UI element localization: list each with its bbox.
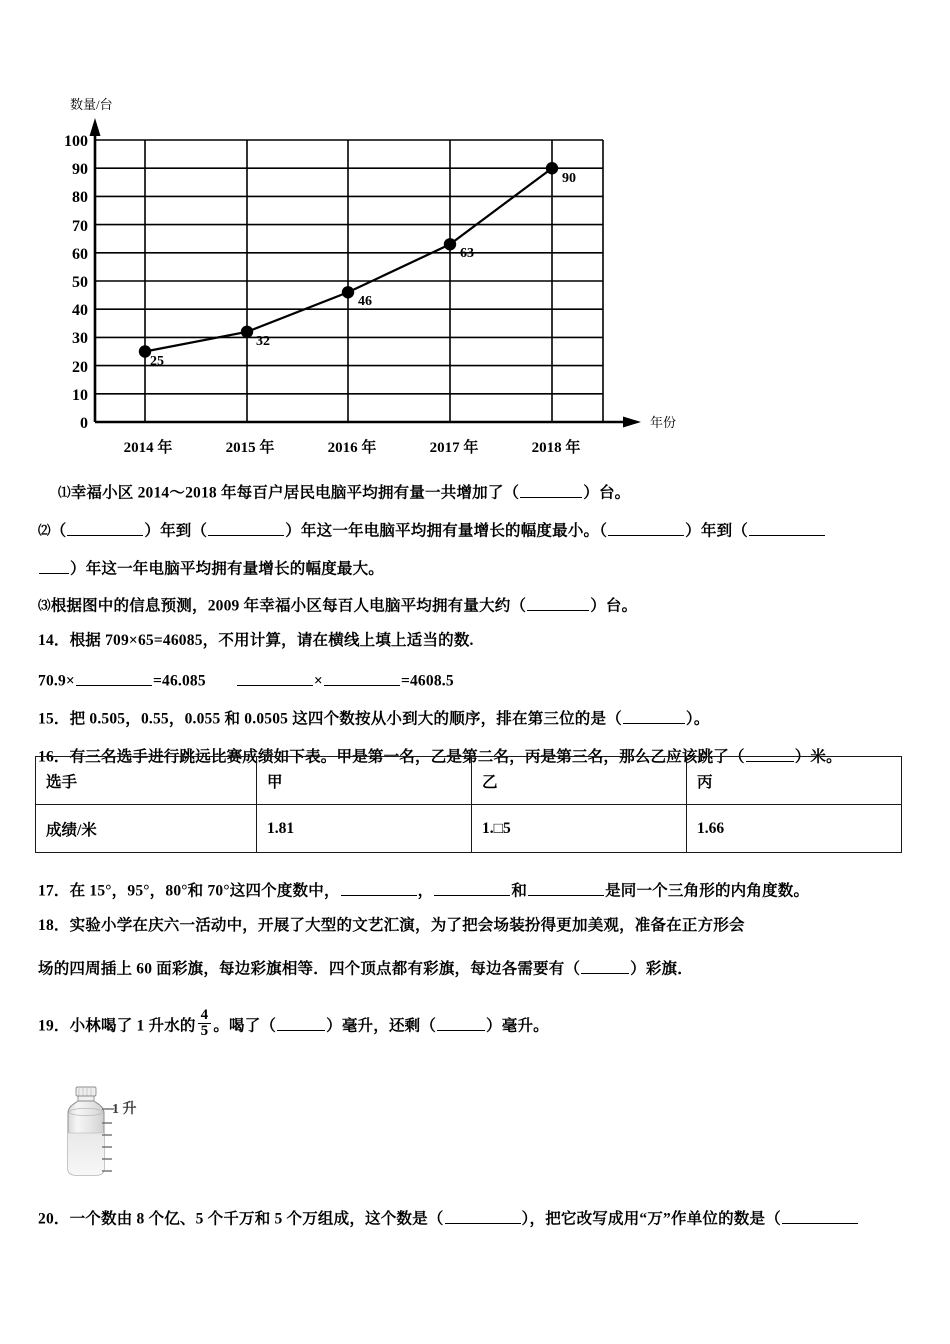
answer-blank[interactable] [76,670,152,686]
data-point-2016 [342,286,354,298]
q19-number: 19． [38,1017,70,1035]
question-15 [38,708,710,727]
x-axis-title: 年份 [650,415,677,430]
data-label-2018: 90 [562,171,576,186]
answer-blank[interactable] [434,880,510,896]
question-13-2-line2 [38,558,384,577]
q20-text-b: ），把它改写成用“万”作单位的数是（ [521,1210,781,1228]
q17-text-a: 在 15°，95°，80°和 70°这四个度数中， [69,882,340,900]
q17-text-d: 是同一个三角形的内角度数。 [605,882,810,900]
answer-blank[interactable] [623,708,685,724]
table-cell-score-label: 成绩/米 [36,805,257,853]
y-tick-40: 40 [72,302,88,319]
q13-2-text-a: （ [50,522,67,540]
q16-text-b: ）米。 [794,748,842,766]
answer-blank[interactable] [520,482,582,498]
data-point-2018 [546,162,558,174]
y-axis-title: 数量/台 [70,97,113,112]
x-tick-2015: 2015 年 [225,440,275,456]
q18-line1: 实验小学在庆六一活动中，开展了大型的文艺汇演，为了把会场装扮得更加美观，准备在正方形会 [69,917,745,934]
table-cell-player-yi: 乙 [472,757,687,805]
answer-blank[interactable] [527,595,589,611]
q13-1-text-a: 幸福小区 2014～2018 年每百户居民电脑平均拥有量一共增加了（ [70,484,520,502]
q18-line2-a: 场的四周插上 60 面彩旗，每边彩旗相等．四个顶点都有彩旗，每边各需要有（ [38,960,581,978]
q15-text-a: 把 0.505，0.55，0.055 和 0.0505 这四个数按从小到大的顺序，排在第三位的是（ [69,710,622,728]
answer-blank[interactable] [437,1015,485,1031]
fraction-denominator: 5 [200,1023,209,1040]
table-cell-score-jia: 1.81 [257,805,472,853]
q14-number: 14． [38,632,70,649]
question-14-sub [38,670,454,689]
table-cell-player-bing: 丙 [687,757,902,805]
data-label-2016: 46 [358,294,372,309]
q13-3-text-b: ）台。 [590,597,638,615]
q19-text-b: 。喝了（ [213,1017,277,1035]
q16-number: 16． [38,748,70,766]
chart-canvas [0,0,950,470]
q14-sub-d: =4608.5 [400,672,454,690]
q13-2-text-c: ）年这一年电脑平均拥有量增长的幅度最小。（ [285,522,608,540]
q16-text-a: 有三名选手进行跳远比赛成绩如下表。甲是第一名，乙是第二名，丙是第三名，那么乙应该跳了（ [69,748,745,766]
question-13-1 [58,482,630,501]
q19-text-c: ）毫升，还剩（ [326,1017,437,1035]
x-tick-2014: 2014 年 [123,440,173,456]
y-tick-20: 20 [72,359,88,376]
bottle-capacity-label: 1 升 [112,1102,137,1117]
answer-blank[interactable] [39,558,69,574]
data-point-2017 [444,238,456,250]
answer-blank[interactable] [608,520,684,536]
y-tick-50: 50 [72,274,88,291]
y-tick-80: 80 [72,189,88,206]
question-17 [38,880,809,899]
table-cell-header-label: 选手 [36,757,257,805]
bottle-neck [78,1096,94,1101]
answer-blank[interactable] [67,520,143,536]
table-cell-player-jia: 甲 [257,757,472,805]
y-tick-30: 30 [72,330,88,347]
answer-blank[interactable] [528,880,604,896]
answer-blank[interactable] [782,1208,858,1224]
line-chart-figure [0,0,950,470]
q13-2-marker: ⑵ [38,523,51,538]
question-18-line2 [38,958,693,977]
q13-2-text-d: ）年到（ [685,522,748,540]
data-label-2015: 32 [256,334,270,349]
q18-line2-b: ）彩旗． [630,960,693,978]
q13-3-text-a: 根据图中的信息预测，2009 年幸福小区每百人电脑平均拥有量大约（ [50,597,527,615]
data-point-2015 [241,326,253,338]
q17-text-c: 和 [511,882,528,900]
question-14 [38,633,474,649]
question-18-line1 [38,918,745,934]
answer-blank[interactable] [581,958,629,974]
question-19 [38,1007,549,1042]
y-tick-10: 10 [72,387,88,404]
x-tick-2018: 2018 年 [531,440,581,456]
fraction-four-fifths [198,1008,212,1040]
x-tick-2017: 2017 年 [429,440,479,456]
answer-blank[interactable] [749,520,825,536]
x-axis [95,417,641,428]
answer-blank[interactable] [445,1208,521,1224]
question-13-3 [38,595,637,614]
question-13-2-line1 [38,520,826,539]
q19-text-a: 小林喝了 1 升水的 [69,1017,196,1035]
data-label-2014: 25 [150,354,164,369]
table-cell-score-yi: 1.□5 [472,805,687,853]
jump-results-table [35,756,902,853]
q20-text-a: 一个数由 8 个亿、5 个千万和 5 个万组成，这个数是（ [69,1210,444,1228]
answer-blank[interactable] [324,670,400,686]
y-tick-60: 60 [72,246,88,263]
q17-number: 17． [38,882,70,900]
q15-number: 15． [38,710,70,728]
q13-1-text-b: ）台。 [583,484,631,502]
answer-blank[interactable] [277,1015,325,1031]
y-axis [90,118,101,422]
q14-sub-b: =46.085 [152,672,206,690]
q13-2-line2-a: ）年这一年电脑平均拥有量增长的幅度最大。 [70,560,385,578]
q14-sub-c: × [313,672,323,690]
chart-gridlines [95,140,603,422]
table-row [36,805,902,853]
x-tick-2016: 2016 年 [327,440,377,456]
y-tick-70: 70 [72,218,88,235]
answer-blank[interactable] [237,670,313,686]
fraction-numerator: 4 [198,1008,212,1024]
question-20 [38,1208,859,1227]
q20-number: 20． [38,1210,70,1228]
q19-text-d: ）毫升。 [486,1017,549,1035]
data-label-2017: 63 [460,246,474,261]
table-row [36,757,902,805]
q13-3-marker: ⑶ [38,598,51,613]
water-bottle-illustration [52,1085,222,1180]
answer-blank[interactable] [341,880,417,896]
y-tick-0: 0 [80,415,88,432]
answer-blank[interactable] [208,520,284,536]
q13-1-marker: ⑴ [58,485,71,500]
y-tick-90: 90 [72,161,88,178]
table-cell-score-bing: 1.66 [687,805,902,853]
q18-number: 18． [38,917,70,934]
q17-text-b: ， [417,882,434,900]
q13-2-text-b: ）年到（ [144,522,208,540]
y-tick-100: 100 [64,133,88,150]
q15-text-b: ）。 [685,710,710,728]
bottle-water [68,1133,104,1175]
q14-sub-a: 70.9× [38,672,75,690]
q14-text: 根据 709×65=46085，不用计算，请在横线上填上适当的数. [69,632,474,649]
